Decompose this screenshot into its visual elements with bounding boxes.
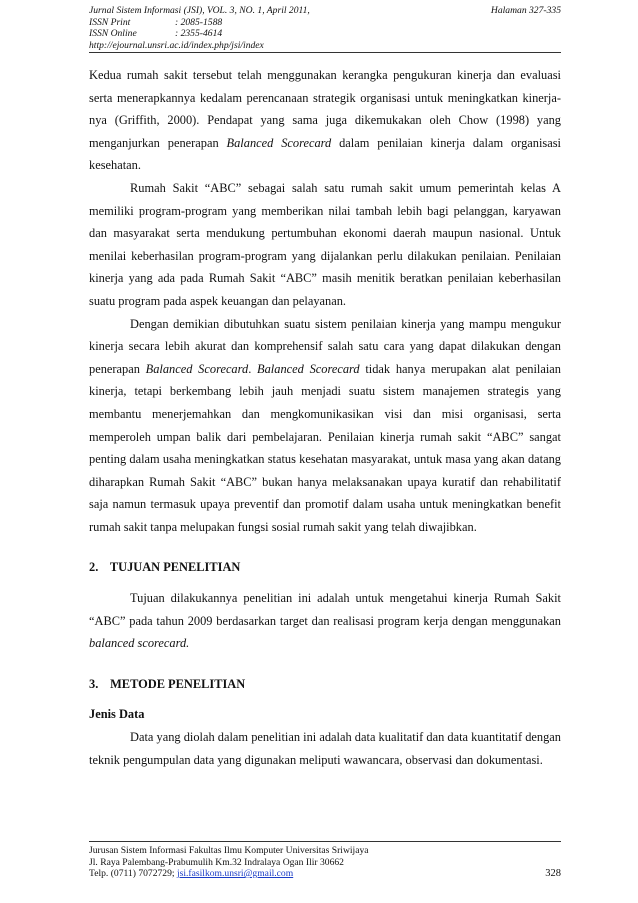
section-heading-tujuan: 2. TUJUAN PENELITIAN <box>89 560 241 575</box>
page-footer <box>89 845 561 880</box>
footer-affiliation: Jurusan Sistem Informasi Fakultas Ilmu Komputer Universitas Sriwijaya <box>89 845 369 856</box>
paragraph-1: Kedua rumah sakit tersebut telah menggunakan kerangka pengukuran kinerja dan evaluasi serta menerapkannya kedalam perencanaan strategik organisasi untuk meningkatkan kinerja-nya (Griffith, 2000). Pendapat yang sama juga dikemukakan oleh Chow (1998) yang menganjurkan penerapan Balanced Scorecard dalam penilaian kinerja dalam organisasi kesehatan. <box>89 68 561 173</box>
issn-print-value: : 2085-1588 <box>175 16 223 28</box>
subheading-jenis-data: Jenis Data <box>89 707 145 722</box>
paragraph-4: Tujuan dilakukannya penelitian ini adalah untuk mengetahui kinerja Rumah Sakit “ABC” pada tahun 2009 berdasarkan target dan realisasi program kerja dengan menggunakan balanced scorecard. <box>89 591 561 651</box>
page-number: 328 <box>545 868 561 879</box>
running-header <box>89 5 561 51</box>
journal-url[interactable]: http://ejournal.unsri.ac.id/index.php/jsi/index <box>89 39 264 51</box>
footer-rule <box>89 841 561 842</box>
issn-print-label: ISSN Print <box>89 16 131 28</box>
paragraph-2: Rumah Sakit “ABC” sebagai salah satu rumah sakit umum pemerintah kelas A memiliki program-program yang memberikan nilai tambah lebih bagi pelanggan, karyawan dan masyarakat serta mendukung pertumbuhan ekonomi daerah maupun nasional. Untuk menilai keberhasilan program-program yang dijalankan perlu dilakukan penilaian. Penilaian kinerja yang ada pada Rumah Sakit “ABC” masih menitik beratkan penilaian keberhasilan suatu program pada aspek keuangan dan pelayanan. <box>89 180 561 308</box>
issn-online-label: ISSN Online <box>89 28 137 40</box>
footer-contact: Telp. (0711) 7072729; jsi.fasilkom.unsri@gmail.com <box>89 868 294 880</box>
page-range: Halaman 327-335 <box>490 5 561 16</box>
footer-email-link[interactable]: jsi.fasilkom.unsri@gmail.com <box>176 868 294 880</box>
article-body <box>89 64 561 771</box>
journal-citation: Jurnal Sistem Informasi (JSI), VOL. 3, NO. 1, April 2011, <box>89 5 310 16</box>
footer-address: Jl. Raya Palembang-Prabumulih Km.32 Indralaya Ogan Ilir 30662 <box>89 856 344 868</box>
paragraph-3: Dengan demikian dibutuhkan suatu sistem penilaian kinerja yang mampu mengukur kinerja secara lebih akurat dan komprehensif salah satu cara yang dapat dilakukan dengan penerapan Balanced Scorecard. Balanced Scorecard tidak hanya merupakan alat penilaian kinerja, tetapi berkembang lebih jauh menjadi suatu sistem manajemen strategis yang membantu menerjemahkan dan mengkomunikasikan visi dan misi organisasi, serta memperoleh umpan balik dari pembelajaran. Penilaian kinerja rumah sakit “ABC” sangat penting dalam usaha meningkatkan status kesehatan masyarakat, untuk masa yang akan datang diharapkan Rumah Sakit “ABC” bukan hanya melaksanakan upaya kuratif dan rehabilitatif saja namun termasuk upaya preventif dan promotif dalam usaha untuk meningkatkan benefit rumah sakit tanpa melupakan fungsi sosial rumah sakit yang telah diwajibkan. <box>89 316 561 534</box>
section-heading-metode: 3. METODE PENELITIAN <box>89 676 246 691</box>
header-rule <box>89 52 561 53</box>
paragraph-5: Data yang diolah dalam penelitian ini adalah data kualitatif dan data kuantitatif dengan teknik pengumpulan data yang digunakan meliputi wawancara, observasi dan dokumentasi. <box>89 730 561 767</box>
issn-online-value: : 2355-4614 <box>175 28 223 40</box>
